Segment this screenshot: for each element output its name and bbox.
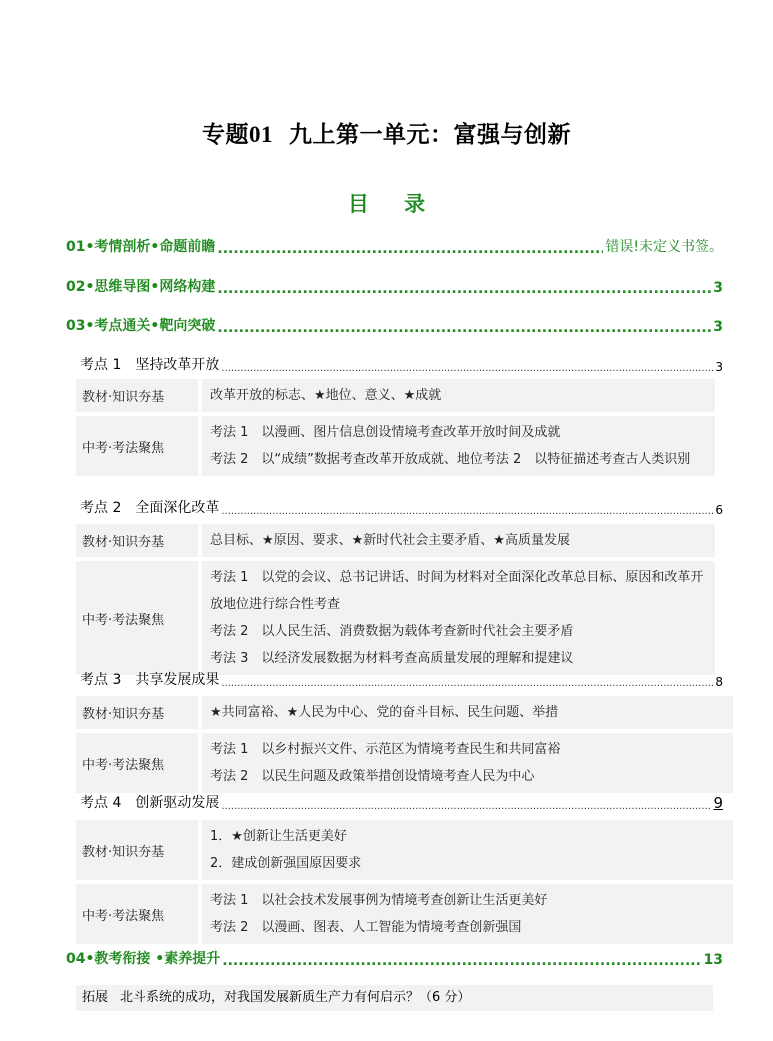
knowledge-content	[202, 524, 715, 557]
method-content	[202, 416, 715, 476]
method-item: 考法 2 以“成绩”数据考查改革开放成就、地位考法 2 以特征描述考查古人类识别	[210, 452, 691, 467]
leader-dots	[217, 242, 603, 256]
extension-box	[76, 985, 713, 1011]
knowledge-label: 教材·知识夯基	[76, 379, 202, 412]
toc-section-page: 错误!未定义书签。	[605, 239, 723, 255]
leader-dots	[217, 282, 711, 296]
extension-label: 拓展	[82, 990, 109, 1005]
title-text: 九上第一单元：富强与创新	[289, 122, 571, 148]
method-item: 考法 1 以乡村振兴文件、示范区为情境考查民生和共同富裕	[210, 742, 561, 757]
extension-text: 北斗系统的成功，对我国发展新质生产力有何启示？（6 分）	[120, 990, 471, 1005]
method-row	[76, 416, 715, 476]
toc-kaodian-4[interactable]	[80, 792, 723, 812]
method-item: 考法 3 以经济发展数据为材料考查高质量发展的理解和提建议	[210, 651, 574, 666]
knowledge-item: 总目标、★原因、要求、★新时代社会主要矛盾、★高质量发展	[210, 533, 570, 548]
knowledge-item: 2．建成创新强国原因要求	[210, 856, 362, 871]
leader-dots	[221, 507, 713, 517]
knowledge-item: 改革开放的标志、★地位、意义、★成就	[210, 388, 442, 403]
method-row	[76, 884, 733, 944]
leader-dots	[221, 679, 713, 689]
toc-section-page: 3	[713, 319, 723, 335]
toc-kaodian-page: 9	[713, 794, 723, 812]
toc-section-label: 01•考情剖析•命题前瞻	[66, 239, 216, 255]
kaodian-4-table	[76, 816, 733, 948]
knowledge-content	[202, 696, 733, 729]
toc-kaodian-2[interactable]	[80, 497, 723, 517]
knowledge-row	[76, 524, 715, 557]
method-row	[76, 561, 715, 675]
toc-kaodian-3[interactable]	[80, 669, 723, 689]
method-item: 考法 1 以社会技术发展事例为情境考查创新让生活更美好	[210, 893, 548, 908]
toc-kaodian-page: 3	[715, 360, 723, 374]
method-item: 考法 1 以漫画、图片信息创设情境考查改革开放时间及成就	[210, 425, 561, 440]
title-number: 01	[249, 122, 273, 147]
page-title	[0, 116, 773, 149]
kaodian-3-table	[76, 692, 733, 797]
toc-heading: 目 录	[347, 192, 440, 216]
knowledge-row	[76, 696, 733, 729]
method-item: 考法 2 以漫画、图表、人工智能为情境考查创新强国	[210, 920, 522, 935]
kaodian-2-table	[76, 520, 715, 679]
toc-kaodian-label: 考点 4 创新驱动发展	[80, 795, 220, 811]
knowledge-item: 1．★创新让生活更美好	[210, 829, 347, 844]
method-content	[202, 561, 715, 675]
method-row	[76, 733, 733, 793]
toc-kaodian-page: 8	[715, 675, 723, 689]
toc-section-page: 13	[703, 952, 723, 968]
toc-section-label: 02•思维导图•网络构建	[66, 279, 216, 295]
toc-kaodian-page: 6	[715, 503, 723, 517]
knowledge-label: 教材·知识夯基	[76, 696, 202, 729]
method-item: 考法 2 以人民生活、消费数据为载体考查新时代社会主要矛盾	[210, 624, 574, 639]
method-item: 考法 1 以党的会议、总书记讲话、时间为材料对全面深化改革总目标、原因和改革开放地位进行综合性考查	[210, 570, 704, 612]
leader-dots	[221, 802, 711, 812]
method-label: 中考·考法聚焦	[76, 561, 202, 675]
leader-dots	[222, 954, 701, 968]
kaodian-1-table	[76, 375, 715, 480]
knowledge-label: 教材·知识夯基	[76, 524, 202, 557]
title-prefix: 专题	[202, 122, 249, 148]
knowledge-label: 教材·知识夯基	[76, 820, 202, 880]
leader-dots	[221, 364, 713, 374]
knowledge-row	[76, 820, 733, 880]
method-label: 中考·考法聚焦	[76, 416, 202, 476]
toc-kaodian-label: 考点 3 共享发展成果	[80, 672, 220, 688]
toc-kaodian-1[interactable]	[80, 354, 723, 374]
toc-section-04[interactable]	[66, 948, 723, 968]
method-content	[202, 733, 733, 793]
knowledge-row	[76, 379, 715, 412]
toc-kaodian-label: 考点 1 坚持改革开放	[80, 357, 220, 373]
knowledge-content	[202, 820, 733, 880]
method-content	[202, 884, 733, 944]
knowledge-item: ★共同富裕、★人民为中心、党的奋斗目标、民生问题、举措	[210, 705, 559, 720]
method-label: 中考·考法聚焦	[76, 884, 202, 944]
toc-section-page: 3	[713, 280, 723, 296]
method-label: 中考·考法聚焦	[76, 733, 202, 793]
toc-section-02[interactable]	[66, 276, 723, 296]
toc-section-03[interactable]	[66, 315, 723, 335]
toc-section-label: 04•教考衔接 •素养提升	[66, 951, 221, 967]
leader-dots	[217, 321, 711, 335]
toc-section-01[interactable]	[66, 236, 723, 256]
toc-section-label: 03•考点通关•靶向突破	[66, 318, 216, 334]
toc-kaodian-label: 考点 2 全面深化改革	[80, 500, 220, 516]
method-item: 考法 2 以民生问题及政策举措创设情境考查人民为中心	[210, 769, 535, 784]
knowledge-content	[202, 379, 715, 412]
